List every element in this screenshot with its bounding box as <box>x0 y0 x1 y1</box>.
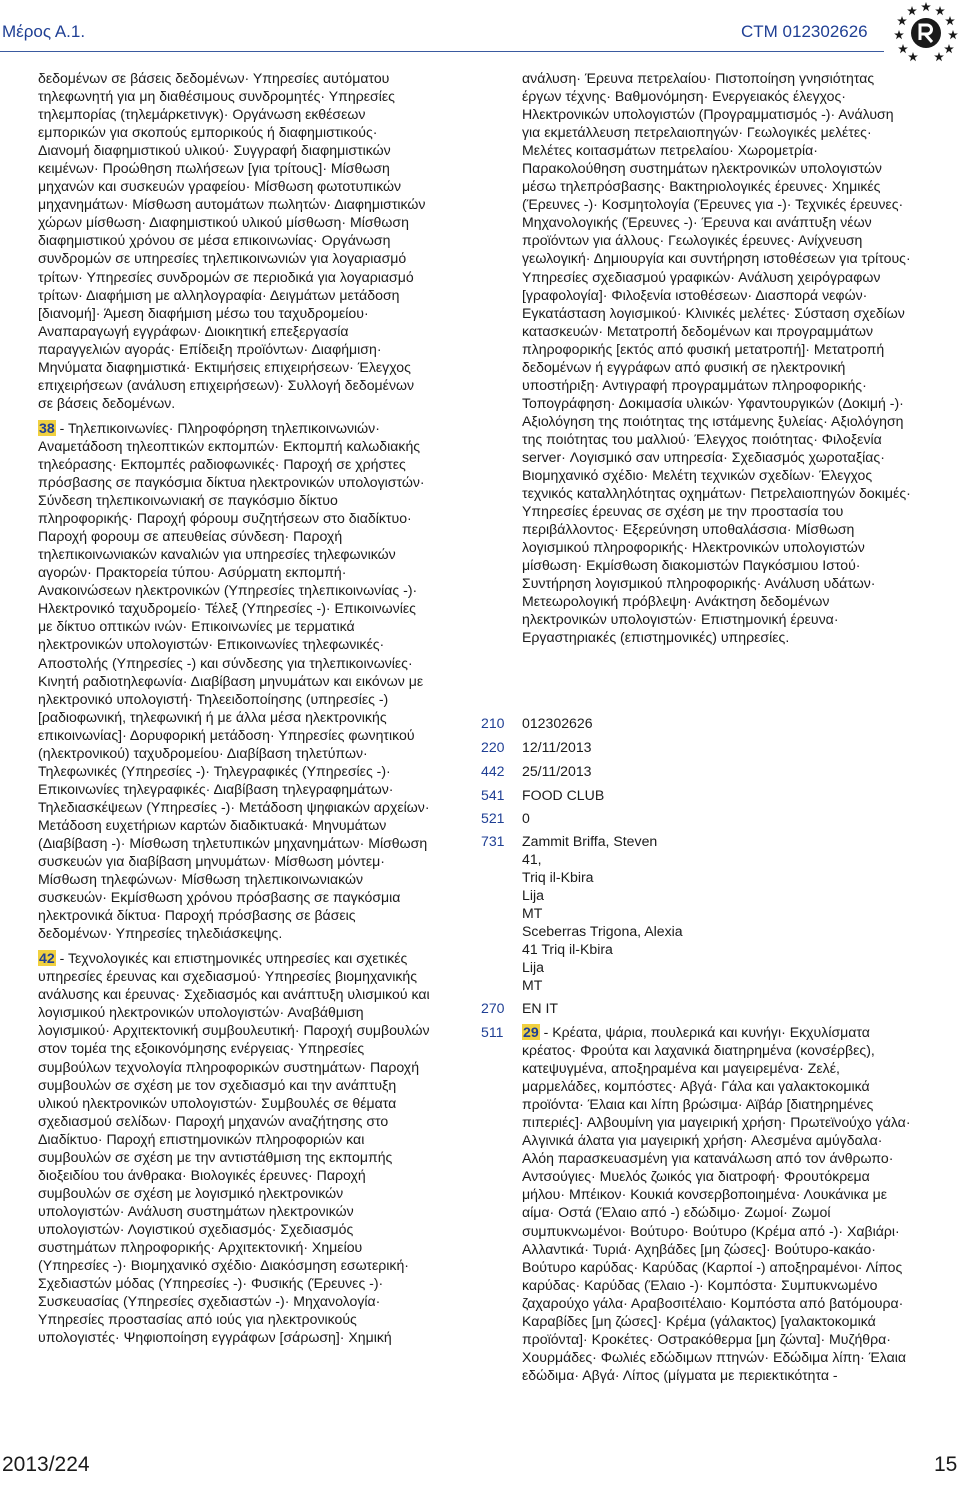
field-code: 442 <box>481 763 505 779</box>
ctm-number: CTM 012302626 <box>741 22 868 41</box>
left-continuation-text: δεδομένων σε βάσεις δεδομένων· Υπηρεσίες αυτόματου τηλεφωνητή για μη διαθέσιμους συνδρομητές· Υπηρεσίες τηλεμπορίας (τηλεμάρκετινγκ)· Οργάνωση εκθέσεων εμπορικών για σκοπούς εμπορικούς ή διαφημιστικούς· Διανομή διαφημιστικού υλικού· Συγγραφή διαφημιστικών κειμένων· Προώθηση πωλήσεων [για τρίτους]· Μίσθωση μηχανών και συσκευών γραφείου· Μίσθωση φωτοτυπικών μηχανημάτων· Μίσθωση αυτομάτων πωλητών· Διαφημιστικών χώρων μίσθωση· Διαφημιστικού υλικού μίσθωση· Μίσθωση διαφημιστικού χρόνου σε μέσα επικοινωνίας· Οργάνωση συνδρομών σε υπηρεσίες τηλεπικοινωνιών για λογαριασμό τρίτων· Υπηρεσίες συνδρομών σε περιοδικά για λογαριασμό τρίτων· Διαφήμιση με αλληλογραφία· Δειγμάτων μετάδοση [διανομή]· Άμεση διαφήμιση μέσω του ταχυδρομείου· Αναπαραγωγή εγγράφων· Διοικητική επεξεργασία παραγγελιών αγοράς· Επίδειξη προϊόντων· Διαφήμιση· Μηνύματα διαφημιστικά· Εκτιμήσεις επιχειρήσεων· Έλεγχος επιχειρήσεων (ανάλυση επιχειρήσεων)· Συλλογή δεδομένων σε βάσεις δεδομένων. <box>38 70 426 411</box>
owner-line: MT <box>522 977 543 994</box>
field-value: 012302626 <box>522 715 593 731</box>
field-value: Zammit Briffa, Steven <box>522 833 658 849</box>
class-29-text: - Κρέατα, ψάρια, πουλερικά και κυνήγι· Εκχυλίσματα κρέατος· Φρούτα και λαχανικά διατηρημένα (κονσέρβες), κατεψυγμένα, αποξηραμένα και μαγειρεμένα· Ζελέ, μαρμελάδες, κομπόστες· Αβγά· Γάλα και γαλακτοκομικά προϊόντα· Έλαια και λίπη βρώσιμα· Αϊβάρ [διατηρημένες πιπεριές]· Αλβουμίνη για μαγειρική χρήση· Πρωτεϊνούχο γάλα· Αλγινικά άλατα για μαγειρική χρήση· Αλεσμένα αμύγδαλα· Αλόη παρασκευασμένη για κατανάλωση από τον άνθρωπο· Αντσούγιες· Μυελός ζωικός για διατροφή· Φρουτόκρεμα μήλου· Μπέικον· Κουκιά κονσερβοποιημένα· Λουκάνικα με αίμα· Οστά (Έλαιο από -) εδώδιμο· Ζωμοί· Ζωμοί συμπυκνωμένοι· Βούτυρο· Βούτυρο (Κρέμα από -)· Χαβιάρι· Αλλαντικά· Τυριά· Αχηβάδες [μη ζώσες]· Βούτυρο-κακάο· Βούτυρο καρύδας· Καρύδας (Καρποί -) αποξηραμένοι· Λίπος καρύδας· Καρύδας (Έλαιο -)· Κομπόστα· Συμπυκνωμένο ζαχαρούχο γάλα· Αραβοσιτέλαιο· Κομπόστα από βατόμουρα· Καραβίδες [μη ζώσες]· Κρέμα (γάλακτος) [γαλακτοκομικά προϊόντα]· Κροκέτες· Οστρακόθερμα [μη ζώντα]· Μυζήθρα· Χουρμάδες· Φωλιές εδώδιμων πτηνών· Εδώδιμα λίπη· Έλαια εδώδιμα· Αβγά· Λίπος (μίγματα με περιεκτικότητα - <box>522 1024 911 1383</box>
field-value: FOOD CLUB <box>522 787 605 803</box>
right-continuation-text: ανάλυση· Έρευνα πετρελαίου· Πιστοποίηση γνησιότητας έργων τέχνης· Βαθμονόμηση· Ενεργειακός έλεγχος· Ηλεκτρονικών υπολογιστών (Προγραμματισμός -)· Ανάλυση για εκμετάλλευση πετρελαιοπηγών· Γεωλογικές μελέτες· Μελέτες κοιτασμάτων πετρελαίου· Χωρομετρία· Παρακολούθηση συστημάτων ηλεκτρονικών υπολογιστών μέσω τηλεπρόσβασης· Βακτηριολογικές έρευνες· Χημικές (Έρευνες -)· Κοσμητολογία (Έρευνες για -)· Τεχνικές έρευνες· Μηχανολογικής (Έρευνες -)· Έρευνα και ανάπτυξη νέων προϊόντων για άλλους· Γεωλογικές έρευνες· Ανίχνευση γεωλογική· Δημιουργία και συντήρηση ιστοθέσεων για τρίτους· Υπηρεσίες σχεδιασμού γραφικών· Ανάλυση χειρόγραφων [γραφολογία]· Φιλοξενία ιστοθέσεων· Διασπορά νεφών· Εγκατάσταση λογισμικού· Κλινικές μελέτες· Σύσταση σχεδίων κατασκευών· Μετατροπή δεδομένων και προγραμμάτων πληροφορικής [εκτός από φυσική μετατροπή]· Μετατροπή δεδομένων ή εγγράφων από φυσική σε ηλεκτρονική υποστήριξη· Αντιγραφή προγραμμάτων πληροφορικής· Τοπογράφηση· Δοκιμασία υλικών· Υφαντουργικών (Δοκιμή -)· Αξιολόγηση της ποιότητας της ιστάμενης ξυλείας· Αξιολόγηση της ποιότητας του μαλλιού· Έλεγχος ποιότητας· Φιλοξενία server· Λογισμικό σαν υπηρεσία· Σχεδιασμός χωροταξίας· Βιομηχανικό σχέδιο· Μελέτη τεχνικών σχεδίων· Έλεγχος τεχνικός καταλληλότητας οχημάτων· Πετρελαιοπηγών δοκιμές· Υπηρεσίες έρευνας σε σχέση με την προστασία του περιβάλλοντος· Εξερεύνηση υποθαλάσσια· Μίσθωση λογισμικού πληροφορικής· Ηλεκτρονικών υπολογιστών μίσθωση· Εκμίσθωση διακομιστών Παγκόσμιου Ιστού· Συντήρηση λογισμικού πληροφορικής· Ανάλυση υδάτων· Μετεωρολογική πρόβλεψη· Ανάκτηση δεδομένων ηλεκτρονικών υπολογιστών· Επιστημονική έρευνα· Εργαστηριακές (επιστημονικές) υπηρεσίες. <box>522 70 911 646</box>
owner-line: MT <box>522 905 543 922</box>
page-number: 15 <box>934 1453 958 1476</box>
field-code: 220 <box>481 739 505 755</box>
field-code: 210 <box>481 715 505 731</box>
class-29-paragraph <box>522 1023 914 1384</box>
field-value: 25/11/2013 <box>522 763 592 779</box>
section-label: Μέρος Α.1. <box>2 22 86 41</box>
owner-line: Lija <box>522 887 544 904</box>
field-code: 521 <box>481 810 505 826</box>
field-code: 731 <box>481 833 505 849</box>
right-column-continuation <box>522 69 914 647</box>
owner-line: Lija <box>522 959 544 976</box>
owner-address <box>522 850 914 994</box>
class-38-text: - Τηλεπικοινωνίες· Πληροφόρηση τηλεπικοινωνιών· Αναμετάδοση τηλεοπτικών εκπομπών· Εκπομπή καλωδιακής τηλεόρασης· Εκπομπές ραδιοφωνικές· Παροχή σε χρήστες πρόσβασης σε παγκόσμια δίκτυα ηλεκτρονικών υπολογιστών· Σύνδεση τηλεπικοινωνιακή σε παγκόσμιο δίκτυο πληροφορικής· Παροχή φόρουμ συζητήσεων στο διαδίκτυο· Παροχή φορουμ σε απευθείας σύνδεση· Παροχή τηλεπικοινωνιακών καναλιών για υπηρεσίες τηλεφωνικών αγορών· Πρακτορεία τύπου· Ασύρματη εκπομπή· Ανακοινώσεων ηλεκτρονικών (Υπηρεσίες τηλεπικοινωνίας -)· Ηλεκτρονικό ταχυδρομείο· Τέλεξ (Υπηρεσίες -)· Επικοινωνίες με δίκτυο οπτικών ινών· Επικοινωνίες με τερματικά ηλεκτρονικών υπολογιστών· Επικοινωνίες τηλεφωνικές· Αποστολής (Υπηρεσίες -) και σύνδεσης για τηλεπικοινωνίες· Κινητή ραδιοτηλεφωνία· Διαβίβαση μηνυμάτων και εικόνων με ηλεκτρονικό υπολογιστή· Τηλεειδοποίησης (υπηρεσίες -) [ραδιοφωνική, τηλεφωνική ή με άλλα μέσα ηλεκτρονικής επικοινωνίας]· Δορυφορική μετάδοση· Υπηρεσίες φωνητικού (ηλεκτρονικού) ταχυδρομείου· Διαβίβαση τηλετύπων· Τηλεφωνικές (Υπηρεσίες -)· Τηλεγραφικές (Υπηρεσίες -)· Επικοινωνίες τηλεγραφικές· Διαβίβαση τηλεγραφημάτων· Τηλεδιασκέψεων (Υπηρεσίες -)· Μετάδοση ψηφιακών αρχείων· Μετάδοση ευχετήριων καρτών διαδικτυακά· Μηνυμάτων (Διαβίβαση -)· Μίσθωση τηλετυπικών μηχανημάτων· Μίσθωση συσκευών για διαβίβαση μηνυμάτων· Μίσθωση μόντεμ· Μίσθωση τηλεφώνων· Μίσθωση τηλεπικοινωνιακών συσκευών· Εκμίσθωση χρόνου πρόσβασης σε παγκόσμια ηλεκτρονικά δίκτυα· Παροχή πρόσβασης σε βάσεις δεδομένων· Υπηρεσίες τηλεδιάσκεψης. <box>38 419 430 942</box>
field-code: 270 <box>481 1000 505 1016</box>
class-38-entry <box>38 419 432 942</box>
class-29-number: 29 <box>523 1024 539 1040</box>
left-column <box>38 69 432 1346</box>
owner-line: 41, <box>522 851 542 867</box>
class-42-number: 42 <box>39 950 55 967</box>
field-value: 12/11/2013 <box>522 739 592 755</box>
field-code: 541 <box>481 787 505 803</box>
field-value: 0 <box>522 810 530 826</box>
owner-line: Sceberras Trigona, Alexia <box>522 923 683 940</box>
bulletin-issue: 2013/224 <box>2 1453 90 1476</box>
header-rule <box>0 51 884 52</box>
eu-stars-r-logo-icon <box>892 0 960 64</box>
class-42-entry <box>38 949 432 1346</box>
owner-line: 41 Triq il-Kbira <box>522 941 613 958</box>
class-42-text: - Τεχνολογικές και επιστημονικές υπηρεσίες και σχετικές υπηρεσίες έρευνας και σχεδιασμού· Υπηρεσίες βιομηχανικής ανάλυσης και έρευνας· Σχεδιασμός και ανάπτυξη υλισμικού και λογισμικού ηλεκτρονικών υπολογιστών· Αναβάθμιση λογισμικού· Αρχιτεκτονική συμβουλευτική· Παροχή συμβουλών στον τομέα της εξοικονόμησης ενέργειας· Υπηρεσίες συμβούλων τεχνολογία πληροφορικών συστημάτων· Παροχή συμβουλών σε σχέση με τον σχεδιασμό και την ανάπτυξη υλικού ηλεκτρονικών υπολογιστών· Συμβουλές σε θέματα σχεδιασμού σελίδων· Παροχή μηχανών αναζήτησης στο Διαδίκτυο· Παροχή επιστημονικών πληροφοριών και συμβουλών σε σχέση με την αντιστάθμιση της εκπομπής διοξειδίου του άνθρακα· Βιολογικές έρευνες· Παροχή συμβουλών σε σχέση με λογισμικό ηλεκτρονικών υπολογιστών· Ανάλυση συστημάτων ηλεκτρονικών υπολογιστών· Λογιστικού σχεδιασμός· Σχεδιασμός συστημάτων πληροφορικής· Αρχιτεκτονική· Χημείου (Υπηρεσίες -)· Βιομηχανικό σχέδιο· Διακόσμηση εσωτερική· Σχεδιαστών μόδας (Υπηρεσίες -)· Φυσικής (Έρευνες -)· Συσκευασίας (Υπηρεσίες σχεδιαστών -)· Μηχανολογία· Υπηρεσίες προστασίας από ιούς για ηλεκτρονικούς υπολογιστές· Ψηφιοποίηση εγγράφων [σάρωση]· Χημική <box>38 950 430 1346</box>
class-38-number: 38 <box>39 419 55 436</box>
class-29-entry <box>522 1023 914 1384</box>
owner-line: Triq il-Kbira <box>522 869 594 886</box>
field-value: EN IT <box>522 1000 559 1016</box>
field-code: 511 <box>481 1024 504 1040</box>
